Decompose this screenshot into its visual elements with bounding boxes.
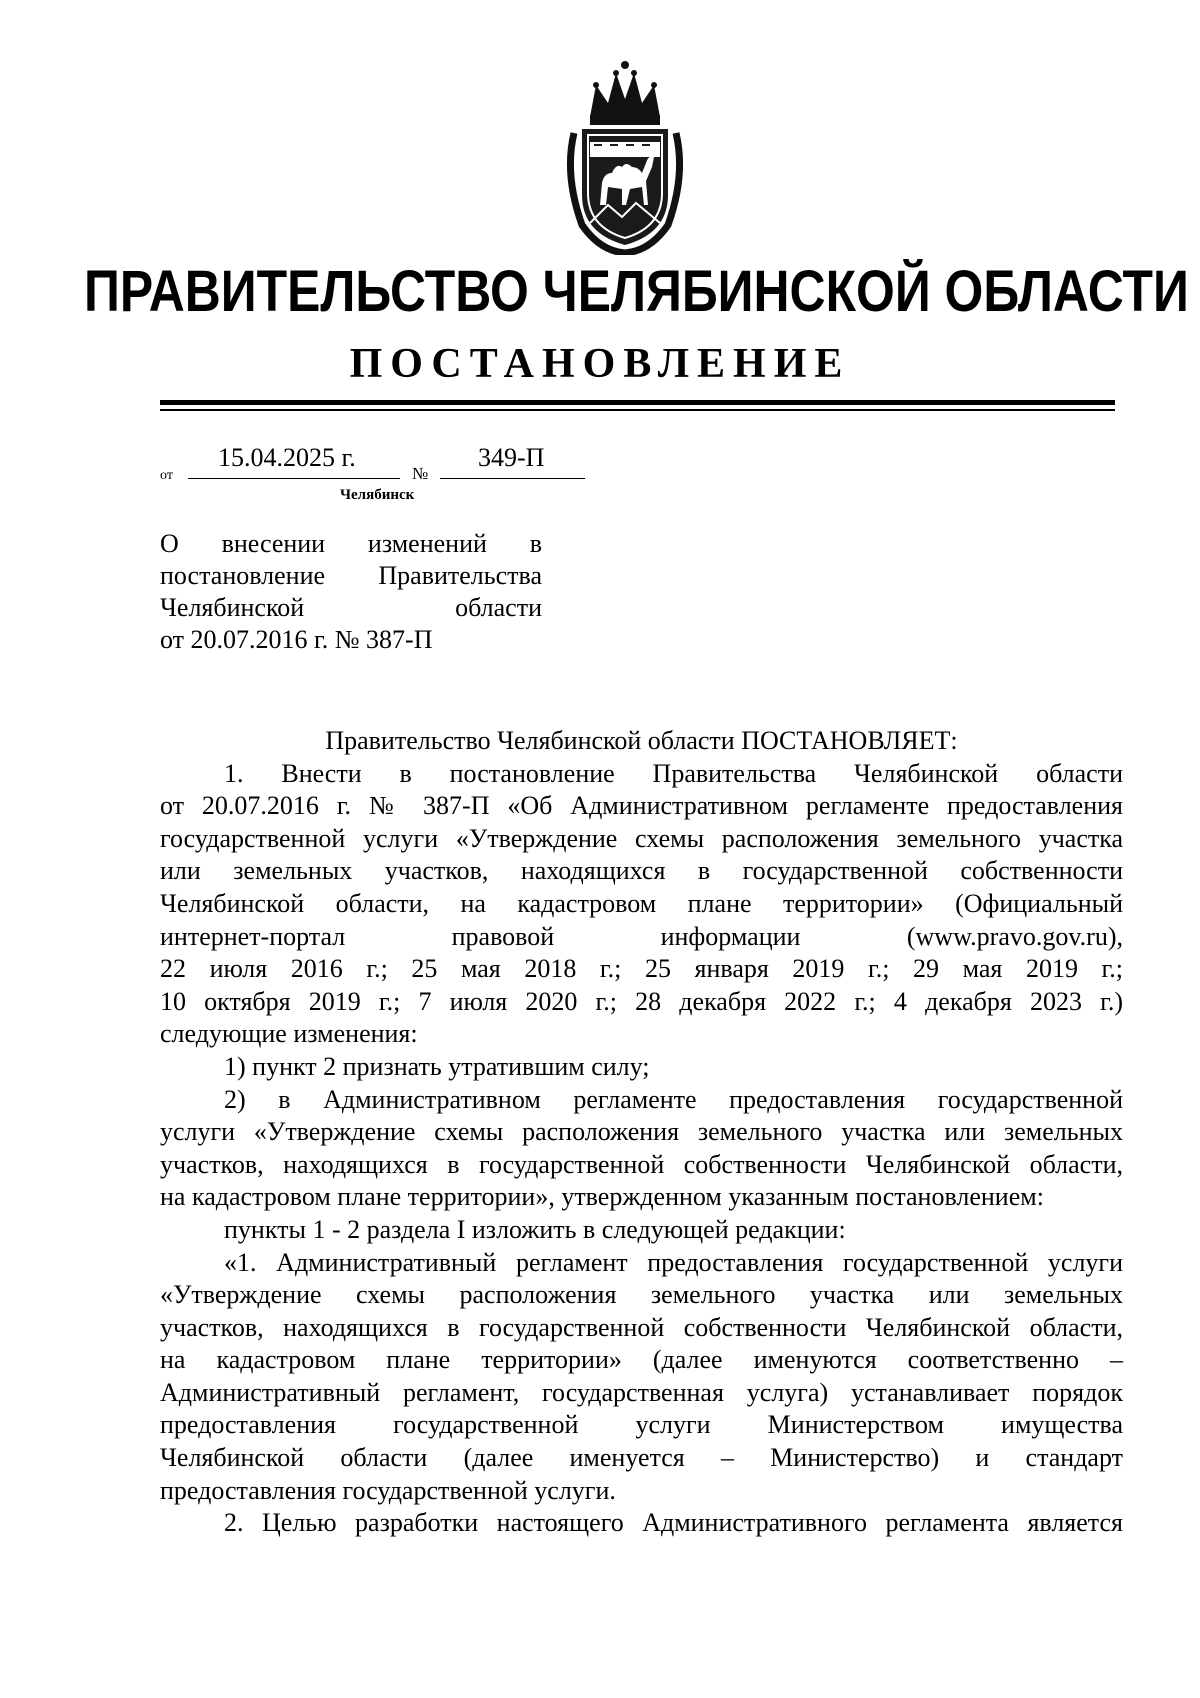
body-line: следующие изменения:	[160, 1019, 418, 1049]
number-label: №	[412, 464, 429, 483]
body-line: государственной услуги «Утверждение схемы расположения земельного участка	[160, 823, 1123, 853]
body-line: 1) пункт 2 признать утратившим силу;	[224, 1051, 650, 1081]
body-line: пункты 1 - 2 раздела I изложить в следующей редакции:	[224, 1214, 846, 1244]
body-line: 2) в Административном регламенте предоставления государственной	[224, 1084, 1123, 1114]
subject-line: постановление Правительства	[160, 561, 542, 590]
body-line: Челябинской области (далее именуется – Министерство) и стандарт	[160, 1443, 1123, 1473]
body-line: «Утверждение схемы расположения земельного участка или земельных	[160, 1280, 1123, 1310]
city-label: Челябинск	[340, 487, 415, 503]
number-underline	[440, 478, 585, 479]
body-line: на кадастровом плане территории» (далее именуются соответственно –	[160, 1345, 1123, 1375]
body-line: услуги «Утверждение схемы расположения земельного участка или земельных	[160, 1117, 1123, 1147]
subject-line: О внесении изменений в	[160, 529, 542, 558]
date-from-label: от	[160, 468, 173, 483]
document-body	[160, 725, 1123, 1540]
government-title: ПРАВИТЕЛЬСТВО ЧЕЛЯБИНСКОЙ ОБЛАСТИ	[84, 259, 1189, 324]
document-subject	[160, 528, 542, 656]
body-line: 10 октября 2019 г.; 7 июля 2020 г.; 28 декабря 2022 г.; 4 декабря 2023 г.)	[160, 986, 1123, 1016]
body-line: 22 июля 2016 г.; 25 мая 2018 г.; 25 января 2019 г.; 29 мая 2019 г.;	[160, 954, 1123, 984]
body-line: участков, находящихся в государственной собственности Челябинской области,	[160, 1149, 1123, 1179]
body-line: Челябинской области, на кадастровом плане территории» (Официальный	[160, 888, 1123, 918]
chelyabinsk-coat-of-arms-icon	[560, 55, 690, 255]
resolution-intro: Правительство Челябинской области ПОСТАНОВЛЯЕТ:	[325, 726, 958, 755]
body-line: предоставления государственной услуги.	[160, 1475, 616, 1505]
body-line: участков, находящихся в государственной собственности Челябинской области,	[160, 1312, 1123, 1342]
body-line: Административный регламент, государственная услуга) устанавливает порядок	[160, 1377, 1123, 1407]
body-line: «1. Административный регламент предоставления государственной услуги	[224, 1247, 1123, 1277]
document-number: 349-П	[478, 443, 545, 472]
subject-line: Челябинской области	[160, 593, 542, 622]
date-underline	[188, 478, 400, 479]
body-line: предоставления государственной услуги Министерством имущества	[160, 1410, 1123, 1440]
document-date: 15.04.2025 г.	[218, 443, 356, 472]
body-line: 2. Целью разработки настоящего Административного регламента является	[224, 1508, 1123, 1538]
body-line: на кадастровом плане территории», утвержденном указанным постановлением:	[160, 1182, 1044, 1212]
header-rule-thick	[160, 400, 1115, 405]
body-line: интернет-портал правовой информации (www.pravo.gov.ru),	[160, 921, 1123, 951]
document-type-heading: ПОСТАНОВЛЕНИЕ	[349, 341, 851, 387]
body-line: от 20.07.2016 г. № 387-П «Об Административном регламенте предоставления	[160, 791, 1123, 821]
subject-line: от 20.07.2016 г. № 387-П	[160, 625, 433, 654]
header-rule-thin	[160, 409, 1115, 411]
body-line: 1. Внести в постановление Правительства Челябинской области	[224, 758, 1123, 788]
body-line: или земельных участков, находящихся в государственной собственности	[160, 856, 1123, 886]
